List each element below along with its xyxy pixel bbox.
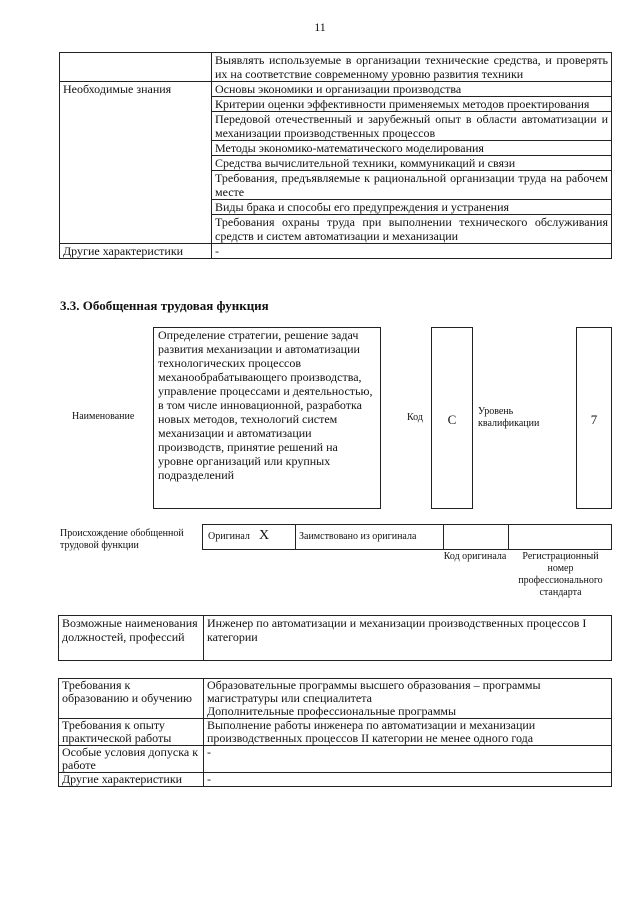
table-row — [59, 616, 612, 661]
row-value: Инженер по автоматизации и механизации производственных процессов I категории — [204, 616, 612, 661]
row-value: Требования охраны труда при выполнении технического обслуживания средств и систем автоматизации и механизации — [212, 215, 612, 244]
skills-knowledge-table — [59, 52, 612, 259]
code-value-box: C — [431, 327, 473, 509]
row-value: Передовой отечественный и зарубежный опыт в области автоматизации и механизации производственных процессов — [212, 112, 612, 141]
table-row — [60, 244, 612, 259]
requirements-table — [58, 678, 612, 787]
row-value: Методы экономико-математического моделирования — [212, 141, 612, 156]
additional-program: Дополнительные профессиональные программы — [207, 704, 457, 718]
table-row — [59, 746, 612, 773]
row-label — [60, 53, 212, 82]
row-value: - — [204, 746, 612, 773]
row-value: Критерии оценки эффективности применяемых методов проектирования — [212, 97, 612, 112]
section-heading: 3.3. Обобщенная трудовая функция — [60, 298, 269, 313]
row-value — [204, 679, 612, 719]
original-label: Оригинал — [208, 531, 250, 542]
row-label: Возможные наименования должностей, профессий — [59, 616, 204, 661]
row-label: Необходимые знания — [60, 82, 212, 244]
name-label: Наименование — [72, 411, 135, 422]
row-value: Выявлять используемые в организации технические средства, и проверять их на соответствие современному уровню развития техники — [212, 53, 612, 82]
original-mark: X — [259, 528, 270, 543]
table-row — [60, 53, 612, 82]
row-label: Другие характеристики — [59, 773, 204, 787]
table-row — [59, 679, 612, 719]
row-value: - — [212, 244, 612, 259]
code-label: Код — [407, 412, 423, 423]
row-label: Требования к опыту практической работы — [59, 719, 204, 746]
row-value: Основы экономики и организации производства — [212, 82, 612, 97]
table-row — [59, 719, 612, 746]
borrowed-label: Заимствовано из оригинала — [299, 531, 417, 542]
positions-table — [58, 615, 612, 661]
page-number: 11 — [314, 20, 326, 34]
table-row — [59, 773, 612, 787]
function-name-box: Определение стратегии, решение задач развития механизации и автоматизации технологических процессов механообрабатывающего производства, управление процессами и деятельностью, в том числе инновационной, разработка новых методов, технологий систем механизации и автоматизации производств, принятие решений на уровне организаций или крупных подразделений — [153, 327, 381, 509]
qualification-level-box: 7 — [576, 327, 612, 509]
registration-number-caption: Регистрационный номер профессионального стандарта — [518, 551, 603, 598]
qualification-level-label: Уровень квалификации — [478, 406, 540, 429]
row-value: - — [204, 773, 612, 787]
row-value: Виды брака и способы его предупреждения и устранения — [212, 200, 612, 215]
row-value: Требования, предъявляемые к рациональной организации труда на рабочем месте — [212, 171, 612, 200]
education-program: Образовательные программы высшего образования – программы магистратуры или специалитета — [207, 678, 541, 705]
row-value: Выполнение работы инженера по автоматизации и механизации производственных процессов II категории не менее одного года — [204, 719, 612, 746]
row-value: Средства вычислительной техники, коммуникаций и связи — [212, 156, 612, 171]
row-label: Другие характеристики — [60, 244, 212, 259]
row-label: Особые условия допуска к работе — [59, 746, 204, 773]
origin-label: Происхождение обобщенной трудовой функции — [60, 528, 184, 551]
origin-row — [202, 524, 612, 550]
table-row — [60, 82, 612, 97]
original-code-caption: Код оригинала — [443, 551, 507, 562]
row-label: Требования к образованию и обучению — [59, 679, 204, 719]
